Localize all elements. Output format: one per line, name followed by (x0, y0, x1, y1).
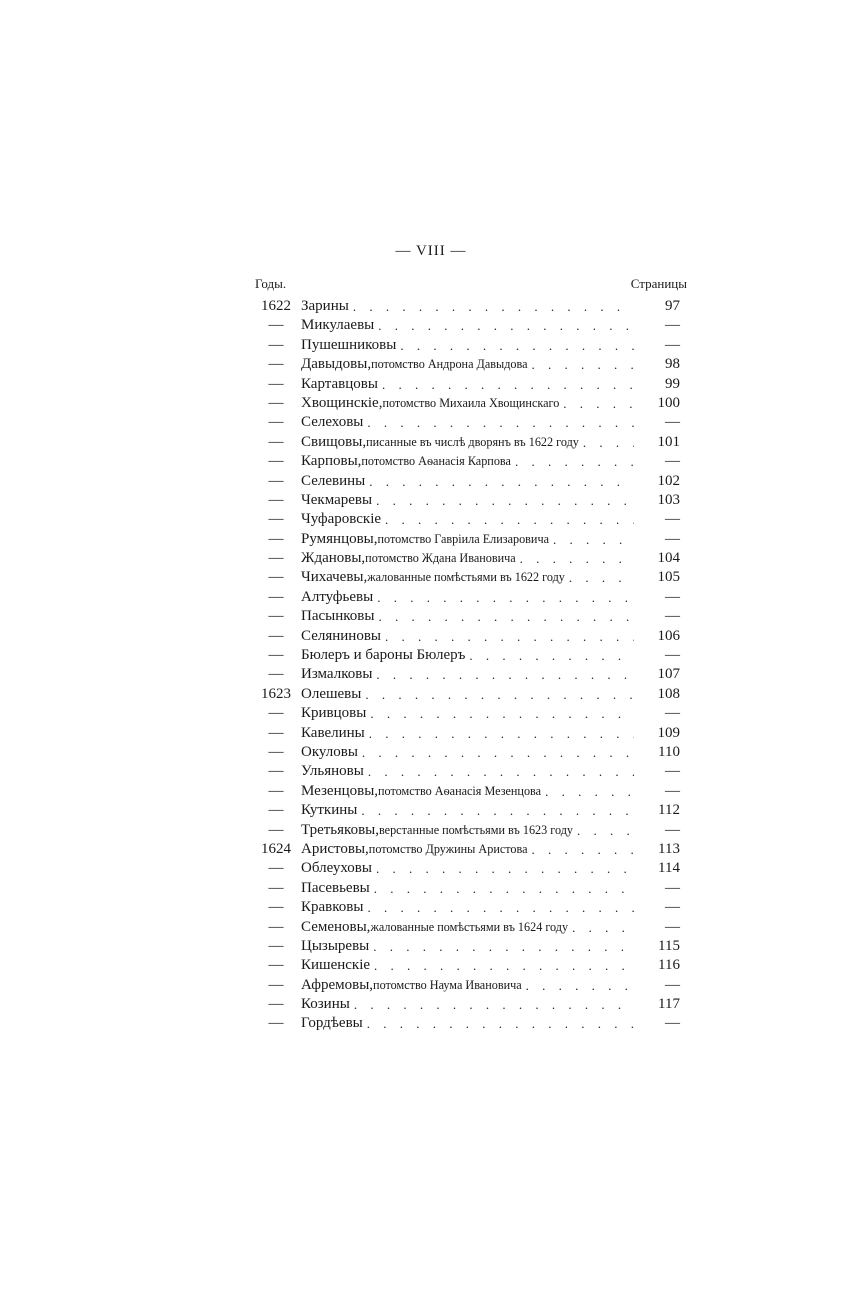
toc-page-number: — (665, 899, 680, 916)
family-name: Измалковы (301, 666, 373, 683)
dot-leader (549, 530, 634, 549)
toc-row (252, 433, 680, 452)
dot-leader (372, 859, 634, 878)
toc-title (300, 568, 634, 587)
toc-year: — (268, 453, 284, 470)
dot-leader (522, 976, 634, 995)
toc-row (252, 375, 680, 394)
family-name: Пасевьевы (301, 879, 370, 896)
toc-page-number: 115 (658, 937, 680, 954)
toc-row (252, 801, 680, 820)
toc-title (300, 549, 634, 568)
toc-year: — (268, 511, 284, 528)
family-name: Пушешниковы (301, 336, 397, 353)
family-name: Ждановы, (301, 550, 366, 567)
family-name: Цызыревы (301, 937, 370, 954)
family-name: Куткины (301, 802, 358, 819)
dot-leader (528, 840, 634, 859)
toc-year: — (268, 433, 284, 450)
dot-leader (374, 316, 634, 335)
dot-leader (361, 685, 634, 704)
family-name: Ульяновы (301, 763, 364, 780)
toc-row (252, 762, 680, 781)
toc-year: — (268, 802, 284, 819)
dot-leader (381, 627, 634, 646)
toc-row (252, 724, 680, 743)
toc-row (252, 588, 680, 607)
toc-year: — (268, 336, 284, 353)
toc-row (252, 297, 680, 316)
family-note: писанные въ числѣ дворянъ въ 1622 году (366, 434, 579, 449)
toc-year: 1623 (261, 685, 291, 702)
family-name: Зарины (301, 298, 349, 314)
toc-row (252, 627, 680, 646)
toc-title (300, 724, 634, 743)
toc-title (300, 375, 634, 394)
family-name: Третьяковы, (301, 821, 379, 838)
toc-row (252, 452, 680, 471)
toc-page-number: 106 (657, 627, 680, 644)
dot-leader (373, 588, 634, 607)
toc-row (252, 1014, 680, 1033)
toc-page-number: 103 (657, 491, 680, 508)
toc-row (252, 646, 680, 665)
toc-row (252, 879, 680, 898)
dot-leader (579, 433, 634, 452)
toc-page-number: 114 (658, 860, 680, 877)
family-name: Гордѣевы (301, 1015, 363, 1032)
family-note: верстанные помѣстьями въ 1623 году (378, 822, 574, 837)
toc-year: — (268, 530, 284, 547)
family-name: Румянцовы, (301, 530, 378, 547)
toc-row (252, 937, 680, 956)
toc-row (252, 413, 680, 432)
family-name: Козины (301, 996, 350, 1013)
family-name: Семеновы, (301, 918, 371, 935)
toc-row (252, 510, 680, 529)
toc-title (300, 879, 634, 898)
toc-page-number: 108 (657, 685, 680, 702)
toc-row (252, 394, 680, 413)
toc-year: — (268, 356, 284, 373)
dot-leader (565, 568, 634, 587)
family-note: потомство Ждана Ивановича (365, 551, 516, 566)
dot-leader (511, 452, 634, 471)
toc-page-number: 105 (657, 569, 680, 586)
toc-page-number: 116 (658, 957, 680, 974)
family-note: потомство Наума Ивановича (373, 977, 522, 992)
dot-leader (374, 607, 634, 626)
family-name: Аристовы, (301, 840, 369, 857)
toc-row (252, 316, 680, 335)
family-name: Селяниновы (301, 627, 381, 644)
toc-page-number: 109 (657, 724, 680, 741)
toc-year: — (268, 550, 284, 567)
toc-year: — (268, 724, 284, 741)
toc-page-number: 117 (658, 996, 680, 1013)
family-name: Картавцовы (301, 375, 378, 392)
toc-page-number: — (665, 647, 680, 664)
toc-year: — (268, 782, 284, 799)
toc-title (300, 510, 634, 529)
toc-year: — (268, 608, 284, 625)
toc-page-number: — (665, 918, 680, 935)
family-name: Давыдовы, (301, 356, 372, 373)
pages-column-heading: Страницы (630, 276, 687, 291)
toc-title (300, 1014, 634, 1033)
toc-row (252, 995, 680, 1014)
family-name: Хвощинскіе, (301, 394, 383, 411)
dot-leader (465, 646, 634, 665)
toc-year: 1622 (261, 298, 291, 314)
toc-row (252, 956, 680, 975)
toc-year: — (268, 414, 284, 431)
family-note: потомство Аѳанасія Карпова (361, 454, 511, 469)
toc-row (252, 355, 680, 374)
toc-row (252, 918, 680, 937)
toc-year: — (268, 879, 284, 896)
toc-page-number: — (665, 608, 680, 625)
family-name: Карповы, (301, 453, 362, 470)
toc-title (300, 685, 634, 704)
family-name: Облеуховы (301, 860, 372, 877)
dot-leader (528, 355, 635, 374)
toc-page-number: — (665, 821, 680, 838)
dot-leader (350, 995, 634, 1014)
toc-page-number: 104 (657, 550, 680, 567)
toc-title (300, 472, 634, 491)
toc-page-number: — (665, 317, 680, 334)
toc-title (300, 782, 634, 801)
toc-year: — (268, 472, 284, 489)
dot-leader (573, 821, 634, 840)
dot-leader (372, 665, 634, 684)
toc-title (300, 859, 634, 878)
toc-year: — (268, 899, 284, 916)
toc-year: — (268, 996, 284, 1013)
family-name: Селевины (301, 472, 366, 489)
dot-leader (365, 472, 634, 491)
toc-year: — (268, 957, 284, 974)
toc-year: — (268, 375, 284, 392)
toc-title (300, 937, 634, 956)
family-name: Афремовы, (301, 976, 374, 993)
toc-page-number: — (665, 588, 680, 605)
toc-title (300, 956, 634, 975)
toc-page-number: 98 (665, 356, 680, 373)
toc-page-number: — (665, 511, 680, 528)
dot-leader (372, 491, 634, 510)
dot-leader (364, 762, 634, 781)
dot-leader (370, 879, 634, 898)
dot-leader (363, 1014, 634, 1033)
page-number: — VIII — (395, 243, 467, 259)
toc-page-number: — (665, 976, 680, 993)
toc-title (300, 743, 634, 762)
family-name: Чекмаревы (301, 491, 373, 508)
family-name: Бюлеръ и бароны Бюлеръ (301, 647, 466, 664)
years-column-heading: Годы. (255, 276, 287, 291)
toc-year: — (268, 937, 284, 954)
family-name: Кавелины (301, 724, 365, 741)
toc-title (300, 530, 634, 549)
toc-title (300, 491, 634, 510)
family-name: Мезенцовы, (301, 782, 379, 799)
dot-leader (363, 898, 634, 917)
toc-year: — (268, 569, 284, 586)
toc-year: — (268, 918, 284, 935)
toc-title (300, 607, 634, 626)
toc-row (252, 821, 680, 840)
toc-year: — (268, 491, 284, 508)
toc-year: — (268, 705, 284, 722)
toc-title (300, 821, 634, 840)
toc-year: — (268, 860, 284, 877)
toc-page-number: — (665, 336, 680, 353)
toc-page-number: — (665, 453, 680, 470)
toc-title (300, 976, 634, 995)
family-note: потомство Андрона Давыдова (371, 357, 528, 372)
toc-page-number: — (665, 763, 680, 780)
toc-title (300, 801, 634, 820)
toc-year: — (268, 976, 284, 993)
dot-leader (378, 375, 634, 394)
toc-row (252, 859, 680, 878)
toc-year: — (268, 1015, 284, 1032)
family-name: Свищовы, (301, 433, 367, 450)
dot-leader (357, 801, 634, 820)
toc-title (300, 413, 634, 432)
toc-page-number: 100 (657, 394, 680, 411)
toc-title (300, 394, 634, 413)
toc-page-number: 112 (658, 802, 680, 819)
toc-page-number: 97 (665, 298, 680, 314)
family-name: Окуловы (301, 743, 358, 760)
toc-title (300, 665, 634, 684)
toc-title (300, 336, 634, 355)
dot-leader (370, 956, 634, 975)
toc-row (252, 840, 680, 859)
toc-title (300, 840, 634, 859)
family-note: жалованные помѣстьями въ 1624 году (370, 919, 569, 934)
toc-row (252, 472, 680, 491)
toc-year: — (268, 763, 284, 780)
toc-page-number: 110 (658, 743, 680, 760)
toc-title (300, 918, 634, 937)
dot-leader (366, 704, 634, 723)
toc-title (300, 627, 634, 646)
toc-page-number: — (665, 879, 680, 896)
toc-row (252, 336, 680, 355)
family-name: Кишенскіе (301, 957, 371, 974)
family-note: потомство Аѳанасія Мезенцова (378, 783, 542, 798)
dot-leader (559, 394, 634, 413)
toc-year: — (268, 743, 284, 760)
family-note: жалованные помѣстьями въ 1622 году (367, 570, 565, 585)
toc-title (300, 995, 634, 1014)
toc-title (300, 762, 634, 781)
toc-title (300, 588, 634, 607)
toc-title (300, 646, 634, 665)
dot-leader (516, 549, 634, 568)
toc-page-number: — (665, 782, 680, 799)
toc-year: 1624 (261, 840, 291, 857)
toc-page-number: 101 (657, 433, 680, 450)
family-name: Чуфаровскіе (301, 511, 382, 528)
toc-year: — (268, 317, 284, 334)
dot-leader (369, 937, 634, 956)
toc-row (252, 607, 680, 626)
toc-row (252, 549, 680, 568)
toc-page-number: 99 (665, 375, 680, 392)
toc-row (252, 491, 680, 510)
dot-leader (541, 782, 634, 801)
toc-row (252, 665, 680, 684)
table-of-contents (252, 297, 680, 1034)
family-name: Селеховы (301, 414, 364, 431)
toc-page-number: 107 (657, 666, 680, 683)
dot-leader (363, 413, 634, 432)
dot-leader (349, 297, 634, 316)
toc-title (300, 898, 634, 917)
dot-leader (365, 724, 634, 743)
family-name: Пасынковы (301, 608, 375, 625)
family-name: Алтуфьевы (301, 588, 374, 605)
toc-title (300, 316, 634, 335)
family-note: потомство Гавріила Елизаровича (377, 531, 549, 546)
dot-leader (358, 743, 634, 762)
toc-page-number: — (665, 705, 680, 722)
toc-year: — (268, 647, 284, 664)
toc-row (252, 685, 680, 704)
family-name: Кравковы (301, 899, 364, 916)
toc-row (252, 530, 680, 549)
toc-row (252, 568, 680, 587)
toc-row (252, 743, 680, 762)
toc-year: — (268, 821, 284, 838)
family-note: потомство Михаила Хвощинскаго (382, 395, 560, 410)
family-name: Чихачевы, (301, 569, 368, 586)
toc-page-number: 113 (658, 840, 680, 857)
toc-page-number: — (665, 530, 680, 547)
dot-leader (381, 510, 634, 529)
family-name: Олешевы (301, 685, 362, 702)
toc-row (252, 898, 680, 917)
toc-row (252, 704, 680, 723)
toc-year: — (268, 627, 284, 644)
toc-page-number: — (665, 414, 680, 431)
toc-title (300, 452, 634, 471)
toc-row (252, 976, 680, 995)
toc-year: — (268, 394, 284, 411)
toc-title (300, 297, 634, 316)
family-name: Кривцовы (301, 705, 367, 722)
toc-year: — (268, 666, 284, 683)
toc-page-number: 102 (657, 472, 680, 489)
family-name: Микулаевы (301, 317, 375, 334)
family-note: потомство Дружины Аристова (368, 841, 528, 856)
dot-leader (396, 336, 634, 355)
toc-page-number: — (665, 1015, 680, 1032)
toc-year: — (268, 588, 284, 605)
dot-leader (568, 918, 634, 937)
toc-title (300, 433, 634, 452)
toc-title (300, 704, 634, 723)
toc-row (252, 782, 680, 801)
toc-title (300, 355, 634, 374)
